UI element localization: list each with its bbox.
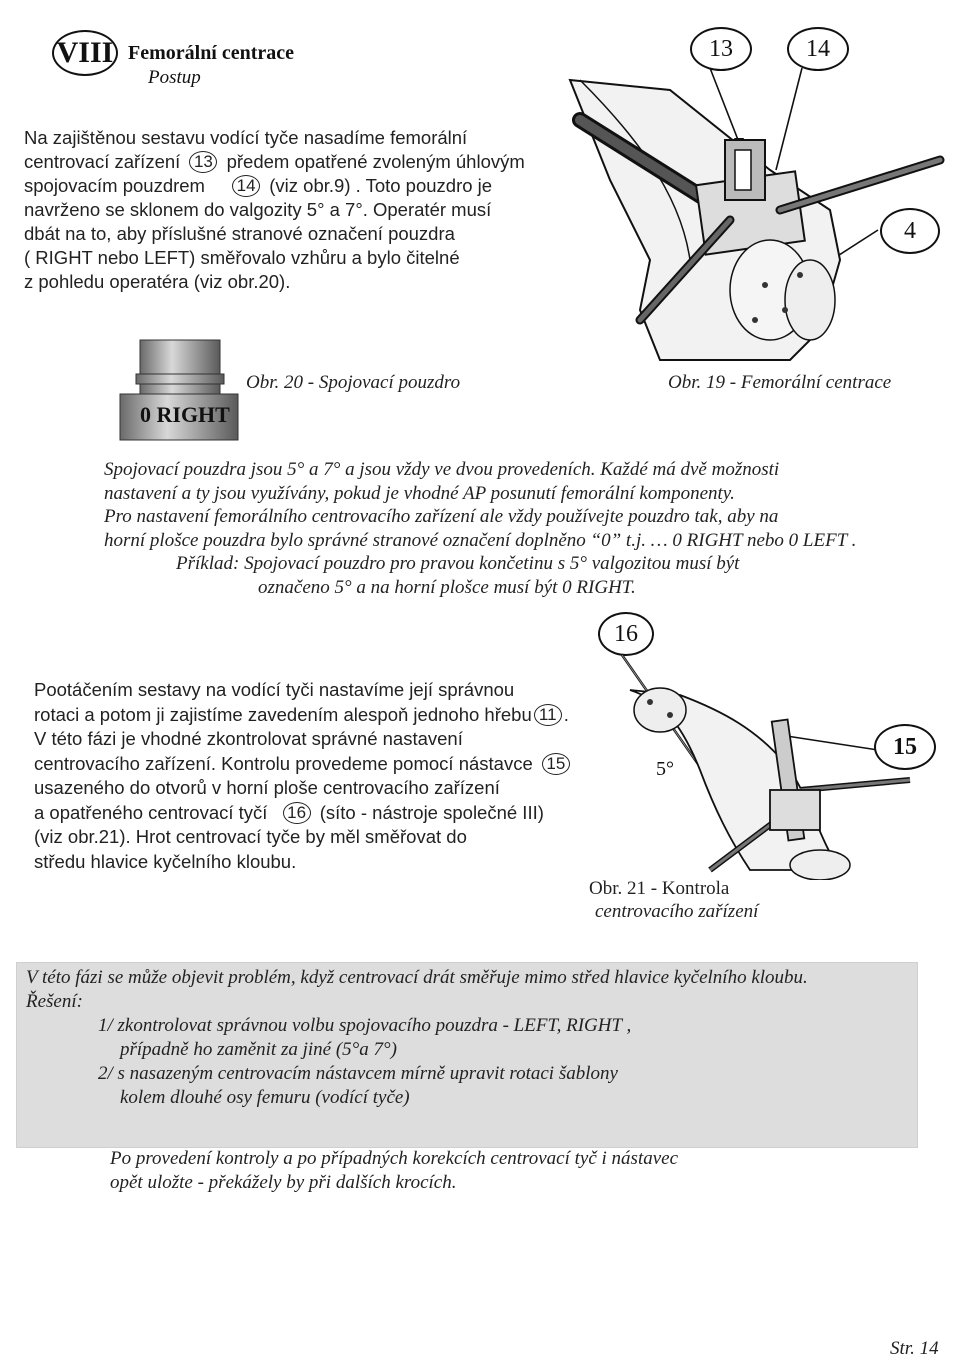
- section-number: VIII: [56, 36, 114, 69]
- femoral-centering-illustration: [540, 60, 960, 365]
- figure-20-caption: Obr. 20 - Spojovací pouzdro: [246, 372, 461, 393]
- reference-number-14: 14: [232, 175, 260, 197]
- reference-number-15: 15: [542, 753, 570, 775]
- paragraph-line: z pohledu operatéra (viz obr.20).: [24, 271, 291, 292]
- figure-label-14: 14: [787, 27, 849, 71]
- closing-line: opět uložte - překážely by při dalších krocích.: [110, 1172, 457, 1193]
- paragraph-line: centrovací zařízení 13 předem opatřené zvoleným úhlovým: [24, 151, 525, 172]
- paragraph-line: dbát na to, aby příslušné stranové označení pouzdra: [24, 223, 455, 244]
- warning-line: případně ho zaměnit za jiné (5°a 7°): [120, 1039, 397, 1060]
- figure-label-13: 13: [690, 27, 752, 71]
- closing-line: Po provedení kontroly a po případných korekcích centrovací tyč i nástavec: [110, 1148, 679, 1169]
- closing-note: [110, 1147, 678, 1195]
- figure-label-16: 16: [598, 612, 654, 656]
- paragraph-line: Na zajištěnou sestavu vodící tyče nasadíme femorální: [24, 127, 468, 148]
- warning-line: Řešení:: [26, 991, 83, 1012]
- paragraph-line: usazeného do otvorů v horní ploše centrovacího zařízení: [34, 777, 500, 798]
- note-line: nastavení a ty jsou využívány, pokud je vhodné AP posunutí femorální komponenty.: [104, 482, 735, 504]
- paragraph-line: navrženo se sklonem do valgozity 5° a 7°. Operatér musí: [24, 199, 492, 220]
- warning-line: kolem dlouhé osy femuru (vodící tyče): [120, 1087, 410, 1108]
- warning-line: V této fázi se může objevit problém, když centrovací drát směřuje mimo střed hlavice kyčelního kloubu.: [26, 967, 808, 988]
- sleeve-note: [104, 458, 856, 599]
- paragraph-line: rotaci a potom ji zajistíme zavedením alespoň jednoho hřebu 11 .: [34, 703, 569, 725]
- paragraph-line: centrovacího zařízení. Kontrolu provedeme pomocí nástavce 15: [34, 752, 574, 777]
- sleeve-marking: 0 RIGHT: [140, 402, 230, 427]
- warning-text: [26, 966, 808, 1110]
- intro-paragraph: [24, 126, 525, 294]
- note-line: Příklad: Spojovací pouzdro pro pravou končetinu s 5° valgozitou musí být: [176, 553, 740, 574]
- caption-line: centrovacího zařízení: [595, 901, 759, 922]
- note-line: Spojovací pouzdra jsou 5° a 7° a jsou vždy ve dvou provedeních. Každé má dvě možnosti: [104, 459, 780, 480]
- rotation-paragraph: [34, 678, 574, 874]
- paragraph-line: a opatřeného centrovací tyčí 16 (síto - nástroje společné III): [34, 801, 544, 823]
- caption-line: Obr. 21 - Kontrola: [589, 878, 730, 899]
- figure-label-4: 4: [880, 208, 940, 254]
- reference-number-13: 13: [189, 151, 217, 173]
- reference-number-11: 11: [534, 704, 562, 726]
- warning-line: 1/ zkontrolovat správnou volbu spojovacího pouzdra - LEFT, RIGHT ,: [98, 1015, 632, 1036]
- paragraph-line: spojovacím pouzdrem 14 (viz obr.9) . Toto pouzdro je: [24, 175, 493, 196]
- paragraph-line: Pootáčením sestavy na vodící tyči nastavíme její správnou: [34, 679, 515, 700]
- page-number: Str. 14: [890, 1338, 939, 1359]
- figure-21-caption: [585, 877, 758, 923]
- paragraph-line: V této fázi je vhodné zkontrolovat správné nastavení: [34, 728, 463, 749]
- note-line: horní plošce pouzdra bylo správné stranové označení doplněno “0” t.j. … 0 RIGHT nebo 0 LEFT .: [104, 529, 857, 551]
- paragraph-line: (viz obr.21). Hrot centrovací tyče by měl směřovat do: [34, 826, 467, 847]
- warning-line: 2/ s nasazeným centrovacím nástavcem mírně upravit rotaci šablony: [98, 1063, 618, 1084]
- reference-number-16: 16: [283, 802, 311, 824]
- figure-label-15: 15: [874, 724, 936, 770]
- section-number-badge: [52, 30, 118, 76]
- paragraph-line: ( RIGHT nebo LEFT) směřovalo vzhůru a bylo čitelné: [24, 247, 460, 268]
- figure-19-caption: Obr. 19 - Femorální centrace: [668, 372, 892, 393]
- page-subtitle: Postup: [148, 67, 201, 88]
- angle-mark: 5°: [656, 758, 674, 780]
- page-title: Femorální centrace: [128, 42, 295, 64]
- note-line: Pro nastavení femorálního centrovacího zařízení ale vždy používejte pouzdro tak, aby na: [104, 506, 779, 527]
- paragraph-line: středu hlavice kyčelního kloubu.: [34, 850, 297, 872]
- note-line: označeno 5° a na horní plošce musí být 0 RIGHT.: [258, 576, 636, 598]
